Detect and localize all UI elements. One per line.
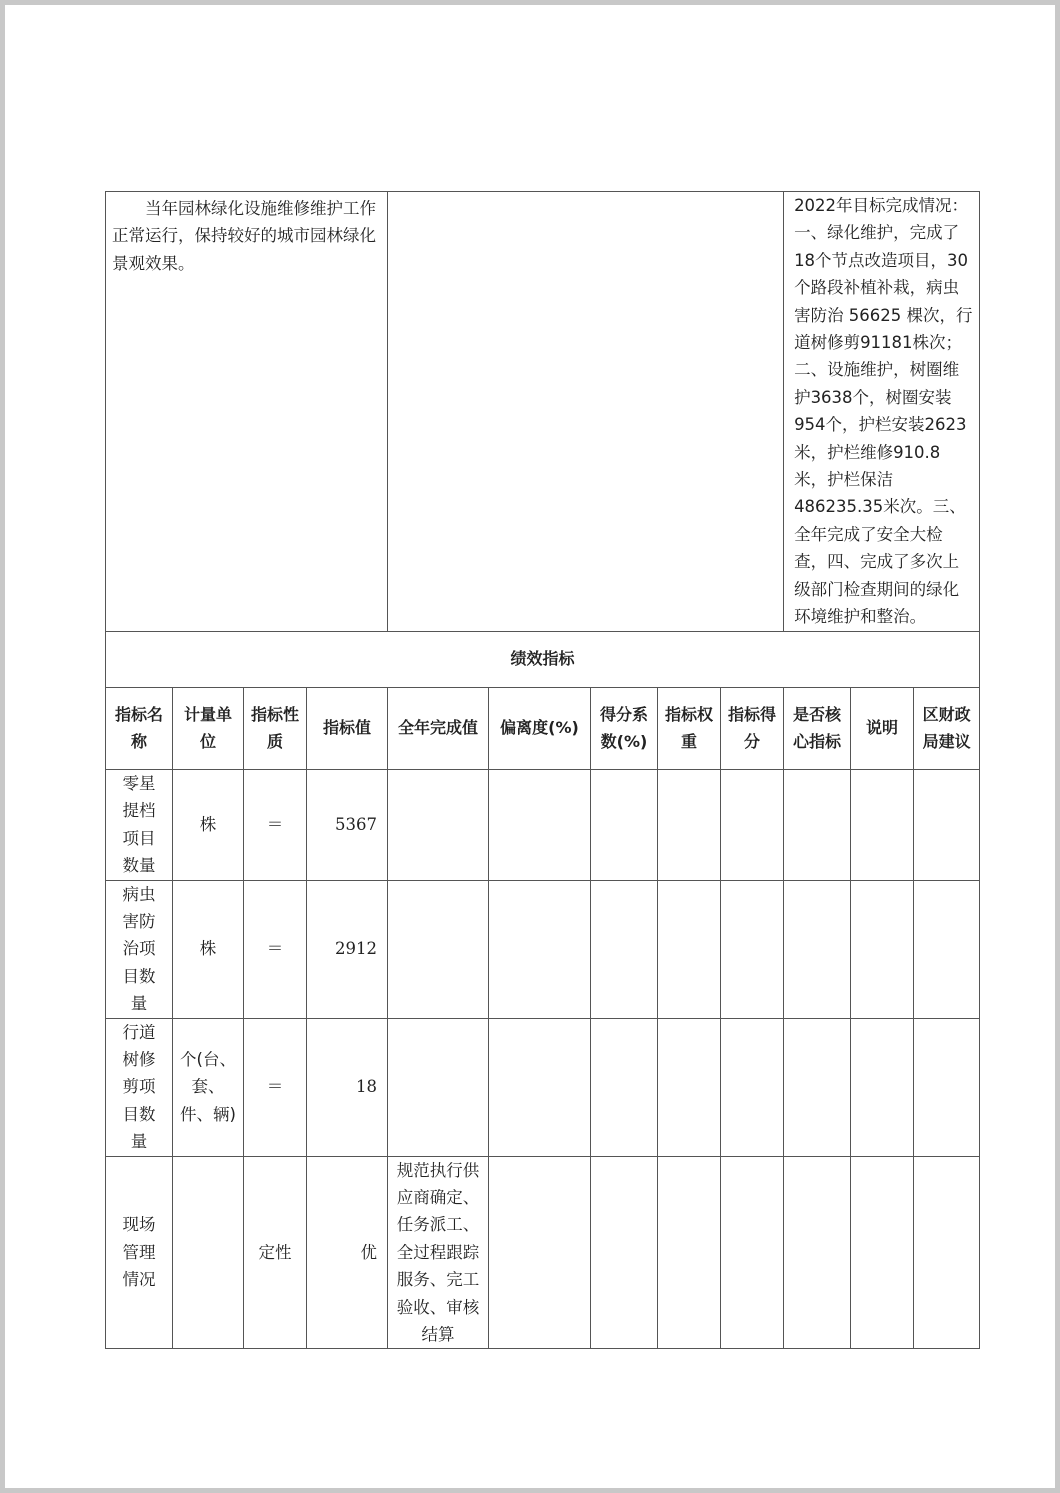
empty-cell bbox=[489, 1018, 591, 1156]
empty-cell bbox=[591, 880, 658, 1018]
section-row bbox=[106, 631, 980, 687]
header-deviation: 偏离度(%) bbox=[489, 687, 591, 769]
header-core-indicator: 是否核心指标 bbox=[784, 687, 851, 769]
indicator-actual bbox=[388, 880, 489, 1018]
empty-cell bbox=[851, 1156, 914, 1349]
empty-cell bbox=[721, 1018, 784, 1156]
header-score: 指标得分 bbox=[721, 687, 784, 769]
empty-cell bbox=[851, 880, 914, 1018]
empty-cell bbox=[591, 1018, 658, 1156]
empty-cell bbox=[914, 880, 980, 1018]
indicator-unit: 株 bbox=[173, 880, 244, 1018]
empty-cell bbox=[784, 769, 851, 880]
indicator-actual bbox=[388, 769, 489, 880]
table-row bbox=[106, 880, 980, 1018]
empty-cell bbox=[914, 769, 980, 880]
indicator-nature: 定性 bbox=[244, 1156, 307, 1349]
empty-cell bbox=[784, 880, 851, 1018]
empty-cell bbox=[489, 880, 591, 1018]
table-row bbox=[106, 1156, 980, 1349]
table-row bbox=[106, 1018, 980, 1156]
empty-cell bbox=[591, 1156, 658, 1349]
empty-cell bbox=[784, 1018, 851, 1156]
indicator-unit: 株 bbox=[173, 769, 244, 880]
empty-cell bbox=[658, 880, 721, 1018]
indicator-nature: ＝ bbox=[244, 1018, 307, 1156]
empty-cell bbox=[851, 769, 914, 880]
section-title: 绩效指标 bbox=[106, 631, 980, 687]
empty-cell bbox=[914, 1018, 980, 1156]
indicator-name: 现场管理情况 bbox=[106, 1156, 173, 1349]
empty-cell bbox=[721, 880, 784, 1018]
header-weight: 指标权重 bbox=[658, 687, 721, 769]
indicator-actual bbox=[388, 1018, 489, 1156]
performance-table bbox=[105, 191, 980, 1349]
goal-completion-text: 2022年目标完成情况：一、绿化维护，完成了18个节点改造项目，30个路段补植补栽，病虫害防治 56625 棵次，行道树修剪91181株次；二、设施维护，树圈维护3638个，树圈安装954个，护栏安装2623米，护栏维修910.8米，护栏保洁486235.35米次。三、全年完成了安全大检查，四、完成了多次上级部门检查期间的绿化环境维护和整治。 bbox=[784, 192, 980, 632]
header-nature: 指标性质 bbox=[244, 687, 307, 769]
indicator-nature: ＝ bbox=[244, 880, 307, 1018]
header-score-coefficient: 得分系数(%) bbox=[591, 687, 658, 769]
indicator-name: 行道树修剪项目数量 bbox=[106, 1018, 173, 1156]
indicator-unit: 个(台、套、件、辆) bbox=[173, 1018, 244, 1156]
empty-cell bbox=[591, 769, 658, 880]
empty-cell bbox=[914, 1156, 980, 1349]
document-page bbox=[5, 5, 1055, 1488]
header-row bbox=[106, 687, 980, 769]
empty-cell bbox=[658, 1156, 721, 1349]
empty-cell bbox=[721, 1156, 784, 1349]
header-unit: 计量单位 bbox=[173, 687, 244, 769]
empty-cell bbox=[489, 1156, 591, 1349]
indicator-actual: 规范执行供应商确定、任务派工、全过程跟踪服务、完工验收、审核结算 bbox=[388, 1156, 489, 1349]
indicator-value: 5367 bbox=[307, 769, 388, 880]
empty-cell bbox=[489, 769, 591, 880]
header-finance-advice: 区财政局建议 bbox=[914, 687, 980, 769]
indicator-name: 零星提档项目数量 bbox=[106, 769, 173, 880]
indicator-name: 病虫害防治项目数量 bbox=[106, 880, 173, 1018]
header-target-value: 指标值 bbox=[307, 687, 388, 769]
empty-cell bbox=[784, 1156, 851, 1349]
middle-empty-cell bbox=[388, 192, 784, 632]
header-note: 说明 bbox=[851, 687, 914, 769]
indicator-value: 优 bbox=[307, 1156, 388, 1349]
goal-row bbox=[106, 192, 980, 632]
empty-cell bbox=[658, 769, 721, 880]
header-indicator-name: 指标名称 bbox=[106, 687, 173, 769]
table-row bbox=[106, 769, 980, 880]
indicator-value: 2912 bbox=[307, 880, 388, 1018]
indicator-unit bbox=[173, 1156, 244, 1349]
empty-cell bbox=[658, 1018, 721, 1156]
indicator-value: 18 bbox=[307, 1018, 388, 1156]
header-actual-value: 全年完成值 bbox=[388, 687, 489, 769]
annual-goal-text: 当年园林绿化设施维修维护工作正常运行，保持较好的城市园林绿化景观效果。 bbox=[106, 192, 388, 632]
empty-cell bbox=[851, 1018, 914, 1156]
empty-cell bbox=[721, 769, 784, 880]
indicator-nature: ＝ bbox=[244, 769, 307, 880]
